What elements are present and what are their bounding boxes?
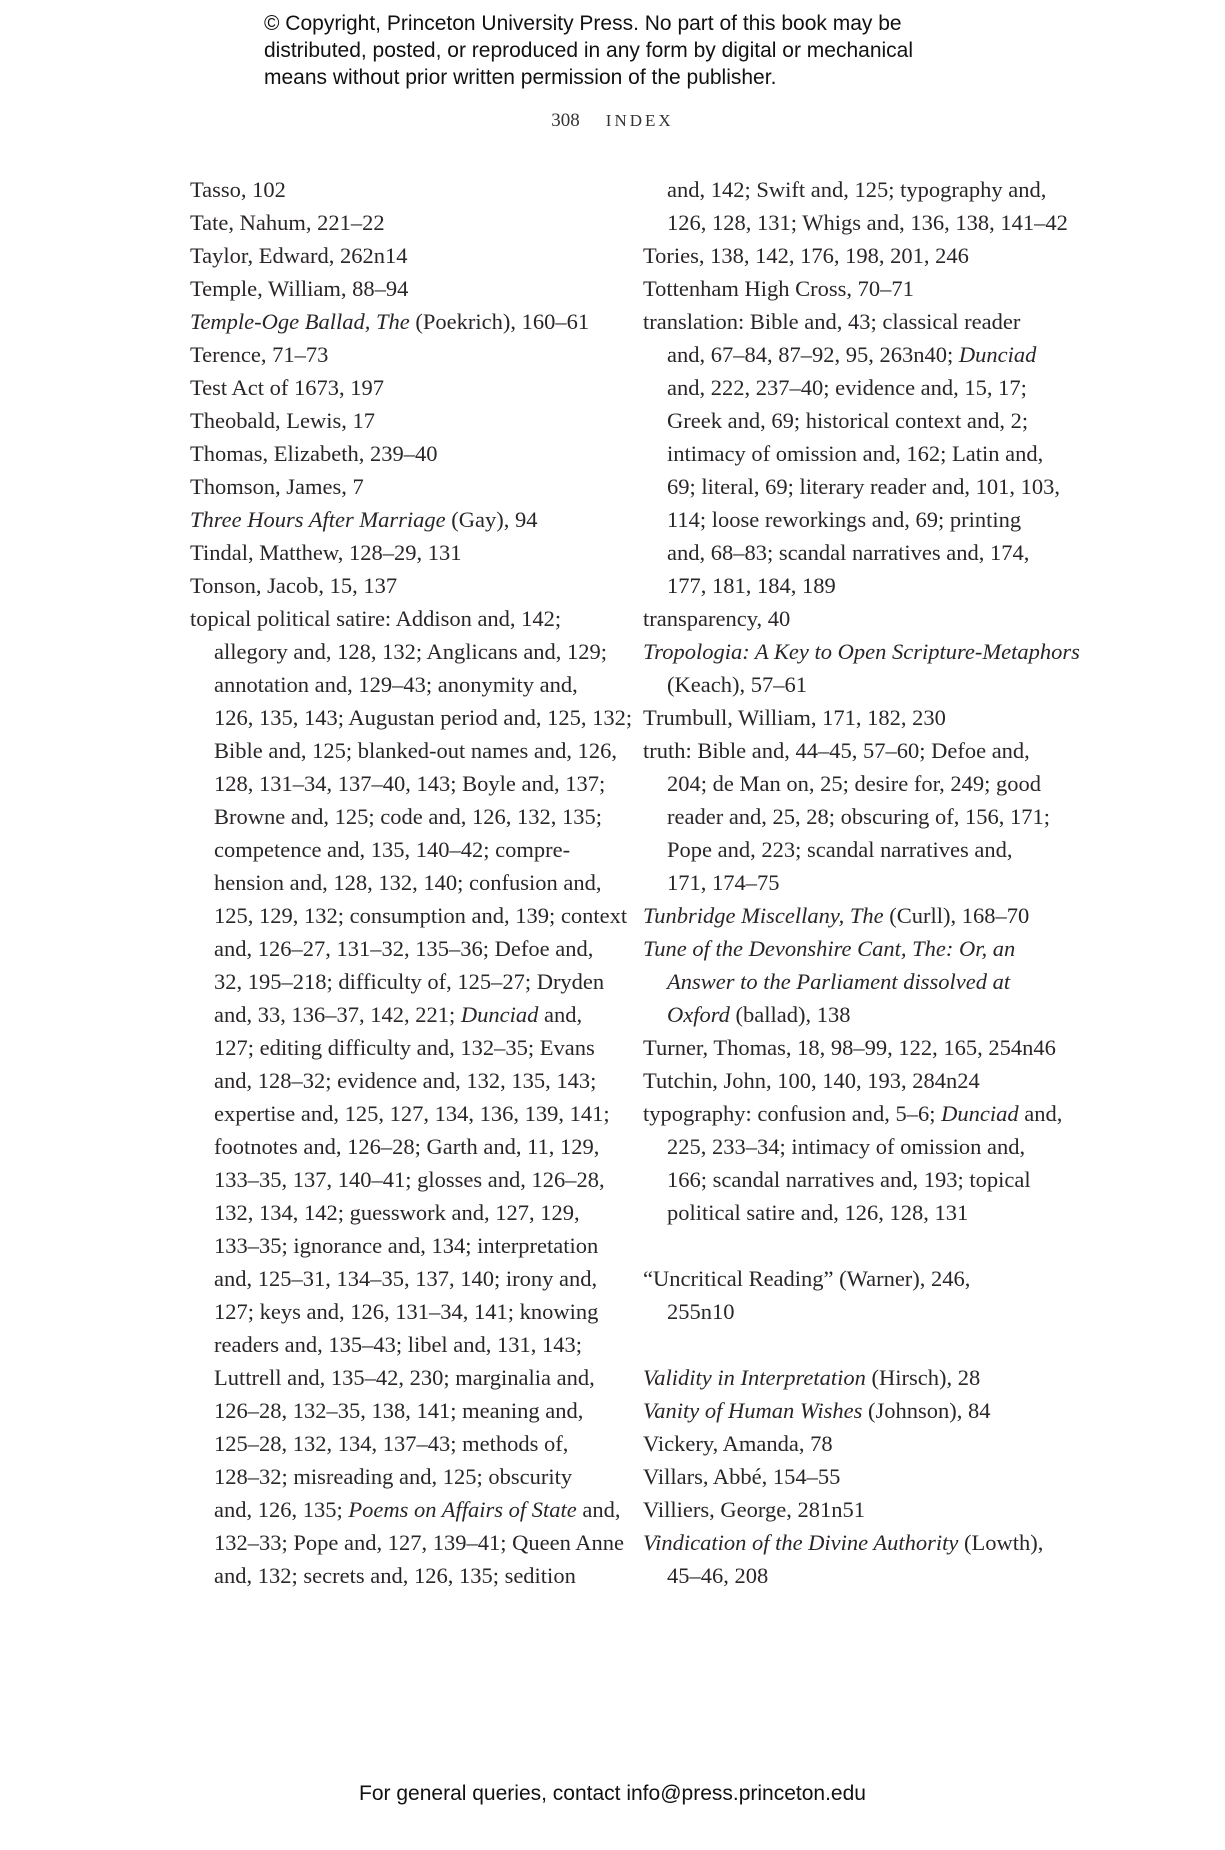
- index-entry-line: [190, 1361, 630, 1394]
- entry-text: 166; scandal narratives and, 193; topical: [667, 1167, 1031, 1192]
- entry-text: Tonson, Jacob, 15, 137: [190, 573, 398, 598]
- entry-text: hension and, 128, 132, 140; confusion and,: [214, 870, 602, 895]
- index-entry-line: [643, 272, 1083, 305]
- index-entry-line: [643, 866, 1083, 899]
- footer-contact: For general queries, contact info@press.princeton.edu: [359, 1782, 866, 1805]
- entry-text: translation: Bible and, 43; classical reader: [643, 309, 1021, 334]
- entry-text: and, 142; Swift and, 125; typography and,: [667, 177, 1047, 202]
- index-entry-line: [190, 1031, 630, 1064]
- entry-text: 132–33; Pope and, 127, 139–41; Queen Anne: [214, 1530, 624, 1555]
- index-entry-line: [643, 470, 1083, 503]
- blank-line: [643, 1328, 1083, 1361]
- entry-text: Terence, 71–73: [190, 342, 329, 367]
- index-entry-line: [643, 1262, 1083, 1295]
- index-entry-line: [190, 767, 630, 800]
- index-entry-line: [190, 866, 630, 899]
- index-entry-line: [643, 1427, 1083, 1460]
- entry-text: Test Act of 1673, 197: [190, 375, 385, 400]
- entry-text: 126, 128, 131; Whigs and, 136, 138, 141–42: [667, 210, 1068, 235]
- entry-text: (ballad), 138: [729, 1002, 851, 1027]
- entry-text: 126–28, 132–35, 138, 141; meaning and,: [214, 1398, 584, 1423]
- entry-text: 128–32; misreading and, 125; obscurity: [214, 1464, 573, 1489]
- title-text: Validity in Interpretation: [643, 1365, 866, 1390]
- entry-text: readers and, 135–43; libel and, 131, 143;: [214, 1332, 583, 1357]
- index-entry-line: [190, 1295, 630, 1328]
- index-entry-line: [643, 1130, 1083, 1163]
- index-column-left: [190, 173, 633, 1592]
- index-entry-line: [190, 965, 630, 998]
- index-entry-line: [643, 965, 1083, 998]
- index-entry-line: [643, 1064, 1083, 1097]
- index-entry-line: [643, 1295, 1083, 1328]
- index-entry-line: [643, 1361, 1083, 1394]
- page-number: 308: [551, 110, 580, 131]
- entry-text: topical political satire: Addison and, 142;: [190, 606, 562, 631]
- index-entry-line: [643, 734, 1083, 767]
- blank-line: [643, 1229, 1083, 1262]
- entry-text: and, 126–27, 131–32, 135–36; Defoe and,: [214, 936, 594, 961]
- entry-text: annotation and, 129–43; anonymity and,: [214, 672, 578, 697]
- index-entry-line: [643, 371, 1083, 404]
- index-entry-line: [190, 1130, 630, 1163]
- entry-text: and,: [1018, 1101, 1063, 1126]
- index-entry-line: [190, 1196, 630, 1229]
- entry-text: 177, 181, 184, 189: [667, 573, 836, 598]
- index-entry-line: [190, 701, 633, 734]
- index-entry-line: [643, 404, 1083, 437]
- title-text: Vanity of Human Wishes: [643, 1398, 863, 1423]
- index-entry-line: [190, 899, 630, 932]
- entry-text: 125–28, 132, 134, 137–43; methods of,: [214, 1431, 569, 1456]
- entry-text: (Gay), 94: [445, 507, 538, 532]
- entry-text: 133–35; ignorance and, 134; interpretation: [214, 1233, 599, 1258]
- index-entry-line: [190, 536, 630, 569]
- entry-text: expertise and, 125, 127, 134, 136, 139, 141;: [214, 1101, 610, 1126]
- entry-text: 127; keys and, 126, 131–34, 141; knowing: [214, 1299, 599, 1324]
- entry-text: (Poekrich), 160–61: [409, 309, 590, 334]
- running-head: [0, 110, 1225, 132]
- title-text: Three Hours After Marriage: [190, 507, 446, 532]
- index-entry-line: [190, 338, 630, 371]
- index-entry-line: [643, 701, 1083, 734]
- index-entry-line: [643, 932, 1083, 965]
- entry-text: “Uncritical Reading” (Warner), 246,: [643, 1266, 971, 1291]
- index-entry-line: [643, 503, 1083, 536]
- copyright-line: means without prior written permission of the publisher.: [264, 66, 777, 89]
- entry-text: transparency, 40: [643, 606, 791, 631]
- index-entry-line: [190, 932, 630, 965]
- index-entry-line: [643, 173, 1083, 206]
- entry-text: political satire and, 126, 128, 131: [667, 1200, 969, 1225]
- entry-text: and, 68–83; scandal narratives and, 174,: [667, 540, 1030, 565]
- copyright-notice: [264, 10, 1024, 91]
- title-text: Temple-Oge Ballad, The: [190, 309, 410, 334]
- index-entry-line: [643, 206, 1083, 239]
- index-entry-line: [190, 470, 630, 503]
- entry-text: Villars, Abbé, 154–55: [643, 1464, 841, 1489]
- entry-text: 132, 134, 142; guesswork and, 127, 129,: [214, 1200, 580, 1225]
- entry-text: and, 222, 237–40; evidence and, 15, 17;: [667, 375, 1027, 400]
- entry-text: Temple, William, 88–94: [190, 276, 409, 301]
- copyright-line: © Copyright, Princeton University Press. No part of this book may be: [264, 12, 902, 35]
- index-entry-line: [190, 173, 630, 206]
- entry-text: Theobald, Lewis, 17: [190, 408, 375, 433]
- index-entry-line: [190, 1097, 630, 1130]
- index-entry-line: [643, 1394, 1083, 1427]
- index-entry-line: [190, 1493, 630, 1526]
- index-entry-line: [190, 569, 630, 602]
- entry-text: 171, 174–75: [667, 870, 780, 895]
- entry-text: Villiers, George, 281n51: [643, 1497, 865, 1522]
- entry-text: (Lowth),: [958, 1530, 1044, 1555]
- entry-text: 128, 131–34, 137–40, 143; Boyle and, 137;: [214, 771, 606, 796]
- index-entry-line: [643, 338, 1083, 371]
- index-entry-line: [643, 1097, 1083, 1130]
- index-entry-line: [190, 800, 630, 833]
- index-entry-line: [190, 998, 630, 1031]
- entry-text: competence and, 135, 140–42; compre-: [214, 837, 571, 862]
- entry-text: allegory and, 128, 132; Anglicans and, 129;: [214, 639, 608, 664]
- index-entry-line: [190, 239, 630, 272]
- title-text: Vindication of the Divine Authority: [643, 1530, 959, 1555]
- title-text: Dunciad: [460, 1002, 539, 1027]
- entry-text: 225, 233–34; intimacy of omission and,: [667, 1134, 1026, 1159]
- index-entry-line: [190, 1229, 630, 1262]
- index-entry-line: [190, 305, 630, 338]
- entry-text: Bible and, 125; blanked-out names and, 126,: [214, 738, 618, 763]
- index-entry-line: [643, 998, 1083, 1031]
- entry-text: Greek and, 69; historical context and, 2;: [667, 408, 1029, 433]
- entry-text: Tottenham High Cross, 70–71: [643, 276, 914, 301]
- entry-text: Vickery, Amanda, 78: [643, 1431, 833, 1456]
- title-text: Oxford: [667, 1002, 730, 1027]
- index-entry-line: [643, 899, 1083, 932]
- entry-text: Turner, Thomas, 18, 98–99, 122, 165, 254n46: [643, 1035, 1056, 1060]
- entry-text: Taylor, Edward, 262n14: [190, 243, 408, 268]
- entry-text: and,: [576, 1497, 621, 1522]
- entry-text: 45–46, 208: [667, 1563, 769, 1588]
- index-entry-line: [643, 1031, 1083, 1064]
- index-entry-line: [643, 833, 1083, 866]
- index-entry-line: [643, 569, 1083, 602]
- copyright-line: distributed, posted, or reproduced in any form by digital or mechanical: [264, 39, 914, 62]
- index-entry-line: [190, 1328, 630, 1361]
- index-entry-line: [190, 1064, 630, 1097]
- entry-text: and, 126, 135;: [214, 1497, 349, 1522]
- index-entry-line: [643, 800, 1083, 833]
- entry-text: Tories, 138, 142, 176, 198, 201, 246: [643, 243, 969, 268]
- index-entry-line: [190, 371, 630, 404]
- index-entry-line: [190, 1526, 630, 1559]
- entry-text: Tate, Nahum, 221–22: [190, 210, 385, 235]
- entry-text: intimacy of omission and, 162; Latin and,: [667, 441, 1044, 466]
- index-entry-line: [190, 635, 630, 668]
- entry-text: 32, 195–218; difficulty of, 125–27; Dryden: [214, 969, 605, 994]
- title-text: Tune of the Devonshire Cant, The: Or, an: [643, 936, 1016, 961]
- index-entry-line: [190, 272, 630, 305]
- index-entry-line: [190, 437, 630, 470]
- entry-text: 114; loose reworkings and, 69; printing: [667, 507, 1022, 532]
- index-entry-line: [643, 668, 1083, 701]
- index-entry-line: [190, 1394, 630, 1427]
- index-entry-line: [190, 833, 630, 866]
- index-entry-line: [190, 602, 630, 635]
- entry-text: 204; de Man on, 25; desire for, 249; good: [667, 771, 1042, 796]
- entry-text: truth: Bible and, 44–45, 57–60; Defoe and,: [643, 738, 1030, 763]
- index-entry-line: [190, 503, 630, 536]
- entry-text: typography: confusion and, 5–6;: [643, 1101, 942, 1126]
- entry-text: Thomas, Elizabeth, 239–40: [190, 441, 438, 466]
- title-text: Answer to the Parliament dissolved at: [667, 969, 1011, 994]
- entry-text: and, 33, 136–37, 142, 221;: [214, 1002, 461, 1027]
- index-entry-line: [190, 1427, 630, 1460]
- title-text: Tunbridge Miscellany, The: [643, 903, 884, 928]
- title-text: Dunciad: [941, 1101, 1019, 1126]
- entry-text: Trumbull, William, 171, 182, 230: [643, 705, 946, 730]
- index-entry-line: [643, 437, 1083, 470]
- title-text: Tropologia: A Key to Open Scripture-Metaphors: [643, 639, 1080, 664]
- entry-text: 126, 135, 143; Augustan period and, 125, 132;: [214, 705, 633, 730]
- index-entry-line: [643, 1163, 1083, 1196]
- entry-text: 127; editing difficulty and, 132–35; Evans: [214, 1035, 595, 1060]
- entry-text: and, 125–31, 134–35, 137, 140; irony and,: [214, 1266, 598, 1291]
- index-entry-line: [643, 1460, 1083, 1493]
- index-entry-line: [643, 1493, 1083, 1526]
- entry-text: (Johnson), 84: [862, 1398, 991, 1423]
- entry-text: footnotes and, 126–28; Garth and, 11, 129,: [214, 1134, 600, 1159]
- entry-text: (Keach), 57–61: [667, 672, 807, 697]
- index-entry-line: [643, 602, 1083, 635]
- entry-text: Browne and, 125; code and, 126, 132, 135;: [214, 804, 603, 829]
- index-entry-line: [643, 767, 1083, 800]
- index-entry-line: [190, 1163, 630, 1196]
- entry-text: 255n10: [667, 1299, 735, 1324]
- entry-text: Tutchin, John, 100, 140, 193, 284n24: [643, 1068, 980, 1093]
- index-entry-line: [190, 1559, 630, 1592]
- index-entry-line: [190, 404, 630, 437]
- entry-text: Luttrell and, 135–42, 230; marginalia and,: [214, 1365, 595, 1390]
- index-entry-line: [190, 668, 630, 701]
- index-entry-line: [190, 206, 630, 239]
- section-title: INDEX: [605, 111, 674, 130]
- index-entry-line: [643, 1559, 1083, 1592]
- entry-text: and, 67–84, 87–92, 95, 263n40;: [667, 342, 959, 367]
- entry-text: and,: [538, 1002, 583, 1027]
- title-text: Dunciad: [958, 342, 1037, 367]
- index-entry-line: [643, 1526, 1083, 1559]
- entry-text: and, 132; secrets and, 126, 135; sedition: [214, 1563, 576, 1588]
- index-entry-line: [643, 536, 1083, 569]
- entry-text: Tindal, Matthew, 128–29, 131: [190, 540, 462, 565]
- index-entry-line: [190, 734, 630, 767]
- entry-text: Tasso, 102: [190, 177, 286, 202]
- index-entry-line: [190, 1460, 630, 1493]
- index-entry-line: [643, 1196, 1083, 1229]
- entry-text: and, 128–32; evidence and, 132, 135, 143;: [214, 1068, 597, 1093]
- title-text: Poems on Affairs of State: [348, 1497, 577, 1522]
- index-column-right: [643, 173, 1083, 1592]
- entry-text: 125, 129, 132; consumption and, 139; context: [214, 903, 628, 928]
- entry-text: (Hirsch), 28: [865, 1365, 981, 1390]
- index-entry-line: [643, 305, 1083, 338]
- entry-text: (Curll), 168–70: [883, 903, 1030, 928]
- entry-text: reader and, 25, 28; obscuring of, 156, 171;: [667, 804, 1051, 829]
- index-entry-line: [190, 1262, 630, 1295]
- entry-text: Thomson, James, 7: [190, 474, 364, 499]
- entry-text: Pope and, 223; scandal narratives and,: [667, 837, 1013, 862]
- index-entry-line: [643, 635, 1083, 668]
- entry-text: 69; literal, 69; literary reader and, 101, 103,: [667, 474, 1060, 499]
- entry-text: 133–35, 137, 140–41; glosses and, 126–28,: [214, 1167, 605, 1192]
- index-entry-line: [643, 239, 1083, 272]
